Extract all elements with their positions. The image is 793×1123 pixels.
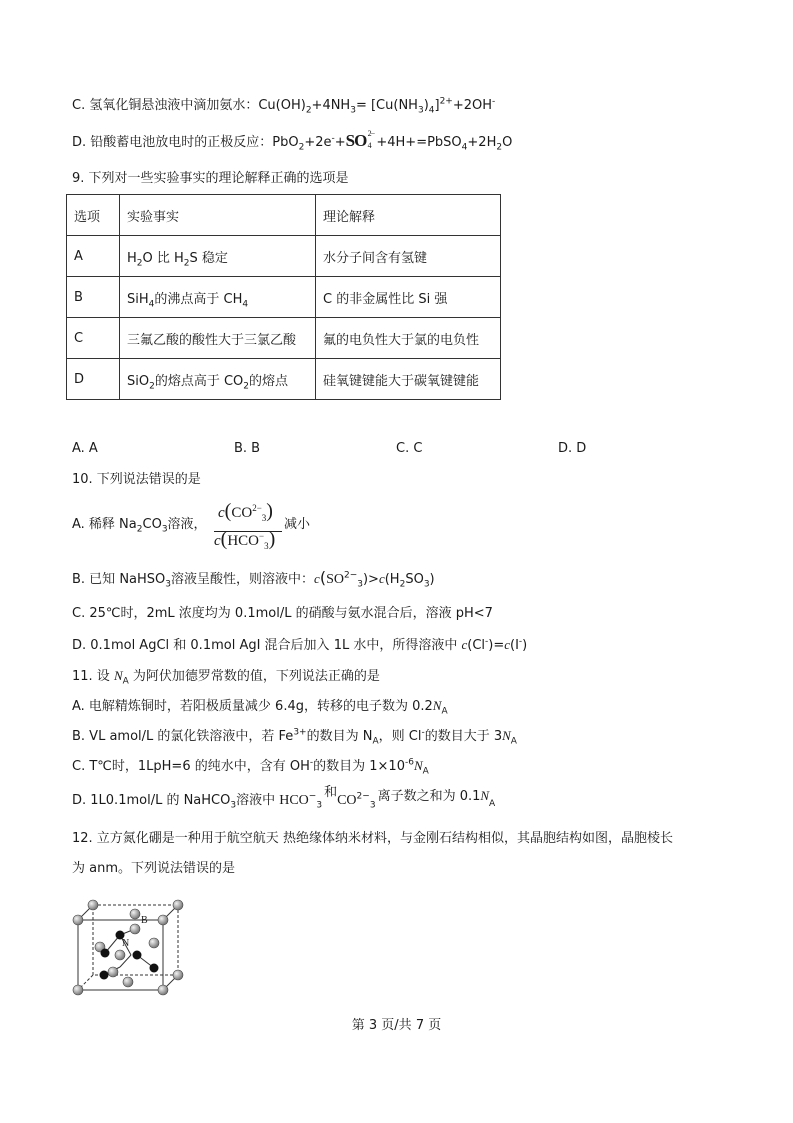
header-explanation: 理论解释 [316,195,501,236]
row-option: A [67,236,120,277]
q12-stem-line1: 12. 立方氮化硼是一种用于航空航天 热绝缘体纳米材料，与金刚石结构相似，其晶胞结构如图，晶胞棱长 [72,831,673,846]
header-option: 选项 [67,195,120,236]
q11-option-d: D. 1L0.1mol/L 的 NaHCO$_3$溶液中 $HCO^-_3$和$CO^{2-}_3$离子数之和为 $0.1N_A$ [72,785,496,811]
q10-option-a: A. 稀释 $Na_2CO_3$溶液， [72,517,207,535]
row-fact: SiH$_4$的沸点高于 $CH_4$ [120,277,316,318]
boron-nitride-unit-cell-diagram [68,895,198,1010]
q10-option-d: D. 0.1mol AgCl 和 0.1mol AgI 混合后加入 1L 水中，所得溶液中 c(Cl-)=c(I-) [72,636,528,653]
q11-option-a: A. 电解精炼铜时，若阳极质量减少 6.4g，转移的电子数为 $0.2N_A$ [72,698,448,717]
row-explanation: C 的非金属性比 Si 强 [316,277,501,318]
table-row [67,236,501,277]
q11-option-b: B. VL amol/L 的氯化铁溶液中，若 $Fe^{3+}$的数目为 $N_A$，则 Cl-的数目大于 $3N_A$ [72,727,517,747]
row-fact: $H_2O$ 比 $H_2S$ 稳定 [120,236,316,277]
q10-stem: 10. 下列说法错误的是 [72,472,201,487]
q10-option-a-suffix: 减小 [284,517,311,532]
q9-table [66,194,501,400]
q12-stem-line2: 为 anm。下列说法错误的是 [72,861,236,876]
row-explanation: 水分子间含有氢键 [316,236,501,277]
q9-choice-a[interactable]: A. A [72,441,98,456]
q10-option-b: B. 已知 NaHSO$_3$溶液呈酸性，则溶液中：$c(SO^{2-}_3)>c(H_2SO_3)$ [72,568,435,590]
q9-choice-d[interactable]: D. D [558,441,587,456]
table-header-row [67,195,501,236]
nitrogen-label: N [122,938,130,949]
row-option: C [67,318,120,359]
table-row [67,359,501,400]
table-row [67,277,501,318]
q10-option-c: C. 25℃时，2mL 浓度均为 0.1mol/L 的硝酸与氨水混合后，溶液 pH<7 [72,606,493,621]
row-option: D [67,359,120,400]
q8-option-d: D. 铅酸蓄电池放电时的正极反应：PbO$_2$+2e-+SO 2− 4 $+4H+=PbSO_4+2H_2O$ [72,129,513,153]
row-fact: SiO$_2$的熔点高于 $CO_2$的熔点 [120,359,316,400]
row-explanation: 氟的电负性大于氯的电负性 [316,318,501,359]
q9-stem: 9. 下列对一些实验事实的理论解释正确的选项是 [72,171,349,186]
q11-option-c: C. T℃时，1LpH=6 的纯水中，含有 OH-的数目为 $1\times 10^{-6}N_A$ [72,757,429,777]
q9-choice-c[interactable]: C. C [396,441,423,456]
boron-label: B [141,915,148,926]
concentration-ratio-fraction: $c(CO^{2-}_3)$ $c(HCO^-_3)$ [214,505,282,555]
row-fact: 三氟乙酸的酸性大于三氯乙酸 [120,318,316,359]
q8-option-c: C. 氢氧化铜悬浊液中滴加氨水：$Cu(OH)_2+4NH_3= [Cu(NH_3)_4]^{2+}+2OH^-$ [72,96,496,116]
row-explanation: 硅氧键键能大于碳氧键键能 [316,359,501,400]
page-footer: 第 3 页/共 7 页 [351,1018,442,1033]
q9-choice-b[interactable]: B. B [234,441,261,456]
q11-stem: 11. 设 $N_A$ 为阿伏加德罗常数的值，下列说法正确的是 [72,668,380,687]
row-option: B [67,277,120,318]
header-fact: 实验事实 [120,195,316,236]
table-row [67,318,501,359]
sulfate-ion: SO 2− 4 [345,129,375,150]
